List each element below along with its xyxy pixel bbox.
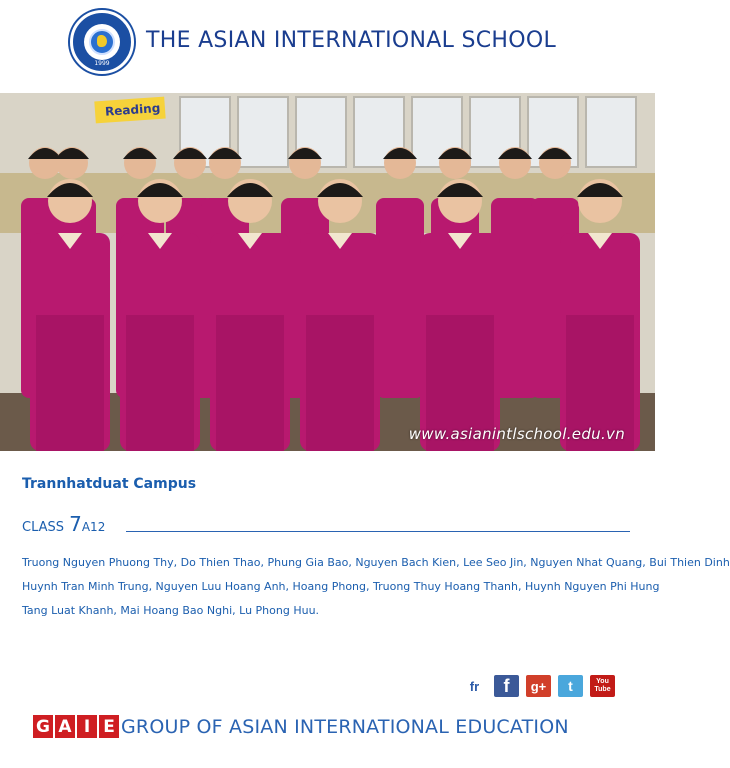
reading-sign: Reading	[94, 97, 165, 124]
student-names-line: Truong Nguyen Phuong Thy, Do Thien Thao, Phung Gia Bao, Nguyen Bach Kien, Lee Seo Jin, Nguyen Nhat Quang, Bui Thien Dinh	[22, 556, 730, 569]
gaie-letter: E	[99, 715, 119, 738]
class-label	[22, 512, 105, 536]
window-pane	[586, 97, 636, 167]
campus-title: Trannhatduat Campus	[22, 476, 197, 492]
class-photo-image	[0, 93, 655, 451]
facebook-icon[interactable]: f	[494, 675, 519, 697]
class-word: CLASS	[22, 520, 65, 535]
youtube-icon-bottom: Tube	[594, 686, 611, 693]
class-photo	[0, 93, 655, 451]
gaie-letter: G	[33, 715, 53, 738]
student-trousers	[216, 315, 284, 451]
student-trousers	[36, 315, 104, 451]
gaie-letter: I	[77, 715, 97, 738]
footer-title: GROUP OF ASIAN INTERNATIONAL EDUCATION	[121, 715, 569, 738]
google-plus-icon[interactable]: g+	[526, 675, 551, 697]
header	[0, 0, 655, 92]
gaie-logo	[33, 715, 119, 738]
logo-year: 1999	[94, 60, 110, 67]
student-trousers	[126, 315, 194, 451]
class-divider	[126, 531, 630, 532]
class-section: A12	[81, 520, 106, 534]
friendfeed-icon[interactable]: fr	[462, 675, 487, 697]
youtube-icon-top: You	[596, 678, 609, 685]
class-number: 7	[69, 512, 82, 536]
youtube-icon[interactable]	[590, 675, 615, 697]
globe-icon	[84, 24, 120, 60]
student-back-body	[376, 198, 424, 398]
student-names-line: Huynh Tran Minh Trung, Nguyen Luu Hoang Anh, Hoang Phong, Truong Thuy Hoang Thanh, Huynh Nguyen Phi Hung	[22, 580, 660, 593]
website-url[interactable]: www.asianintlschool.edu.vn	[408, 425, 625, 443]
student-names-line: Tang Luat Khanh, Mai Hoang Bao Nghi, Lu Phong Huu.	[22, 604, 320, 617]
school-logo	[70, 10, 134, 74]
footer-brand	[33, 715, 569, 738]
twitter-icon[interactable]: t	[558, 675, 583, 697]
school-name: THE ASIAN INTERNATIONAL SCHOOL	[146, 28, 557, 53]
student-trousers	[306, 315, 374, 451]
gaie-letter: A	[55, 715, 75, 738]
social-links	[462, 675, 615, 697]
student-names	[22, 551, 730, 623]
window-pane	[238, 97, 288, 167]
